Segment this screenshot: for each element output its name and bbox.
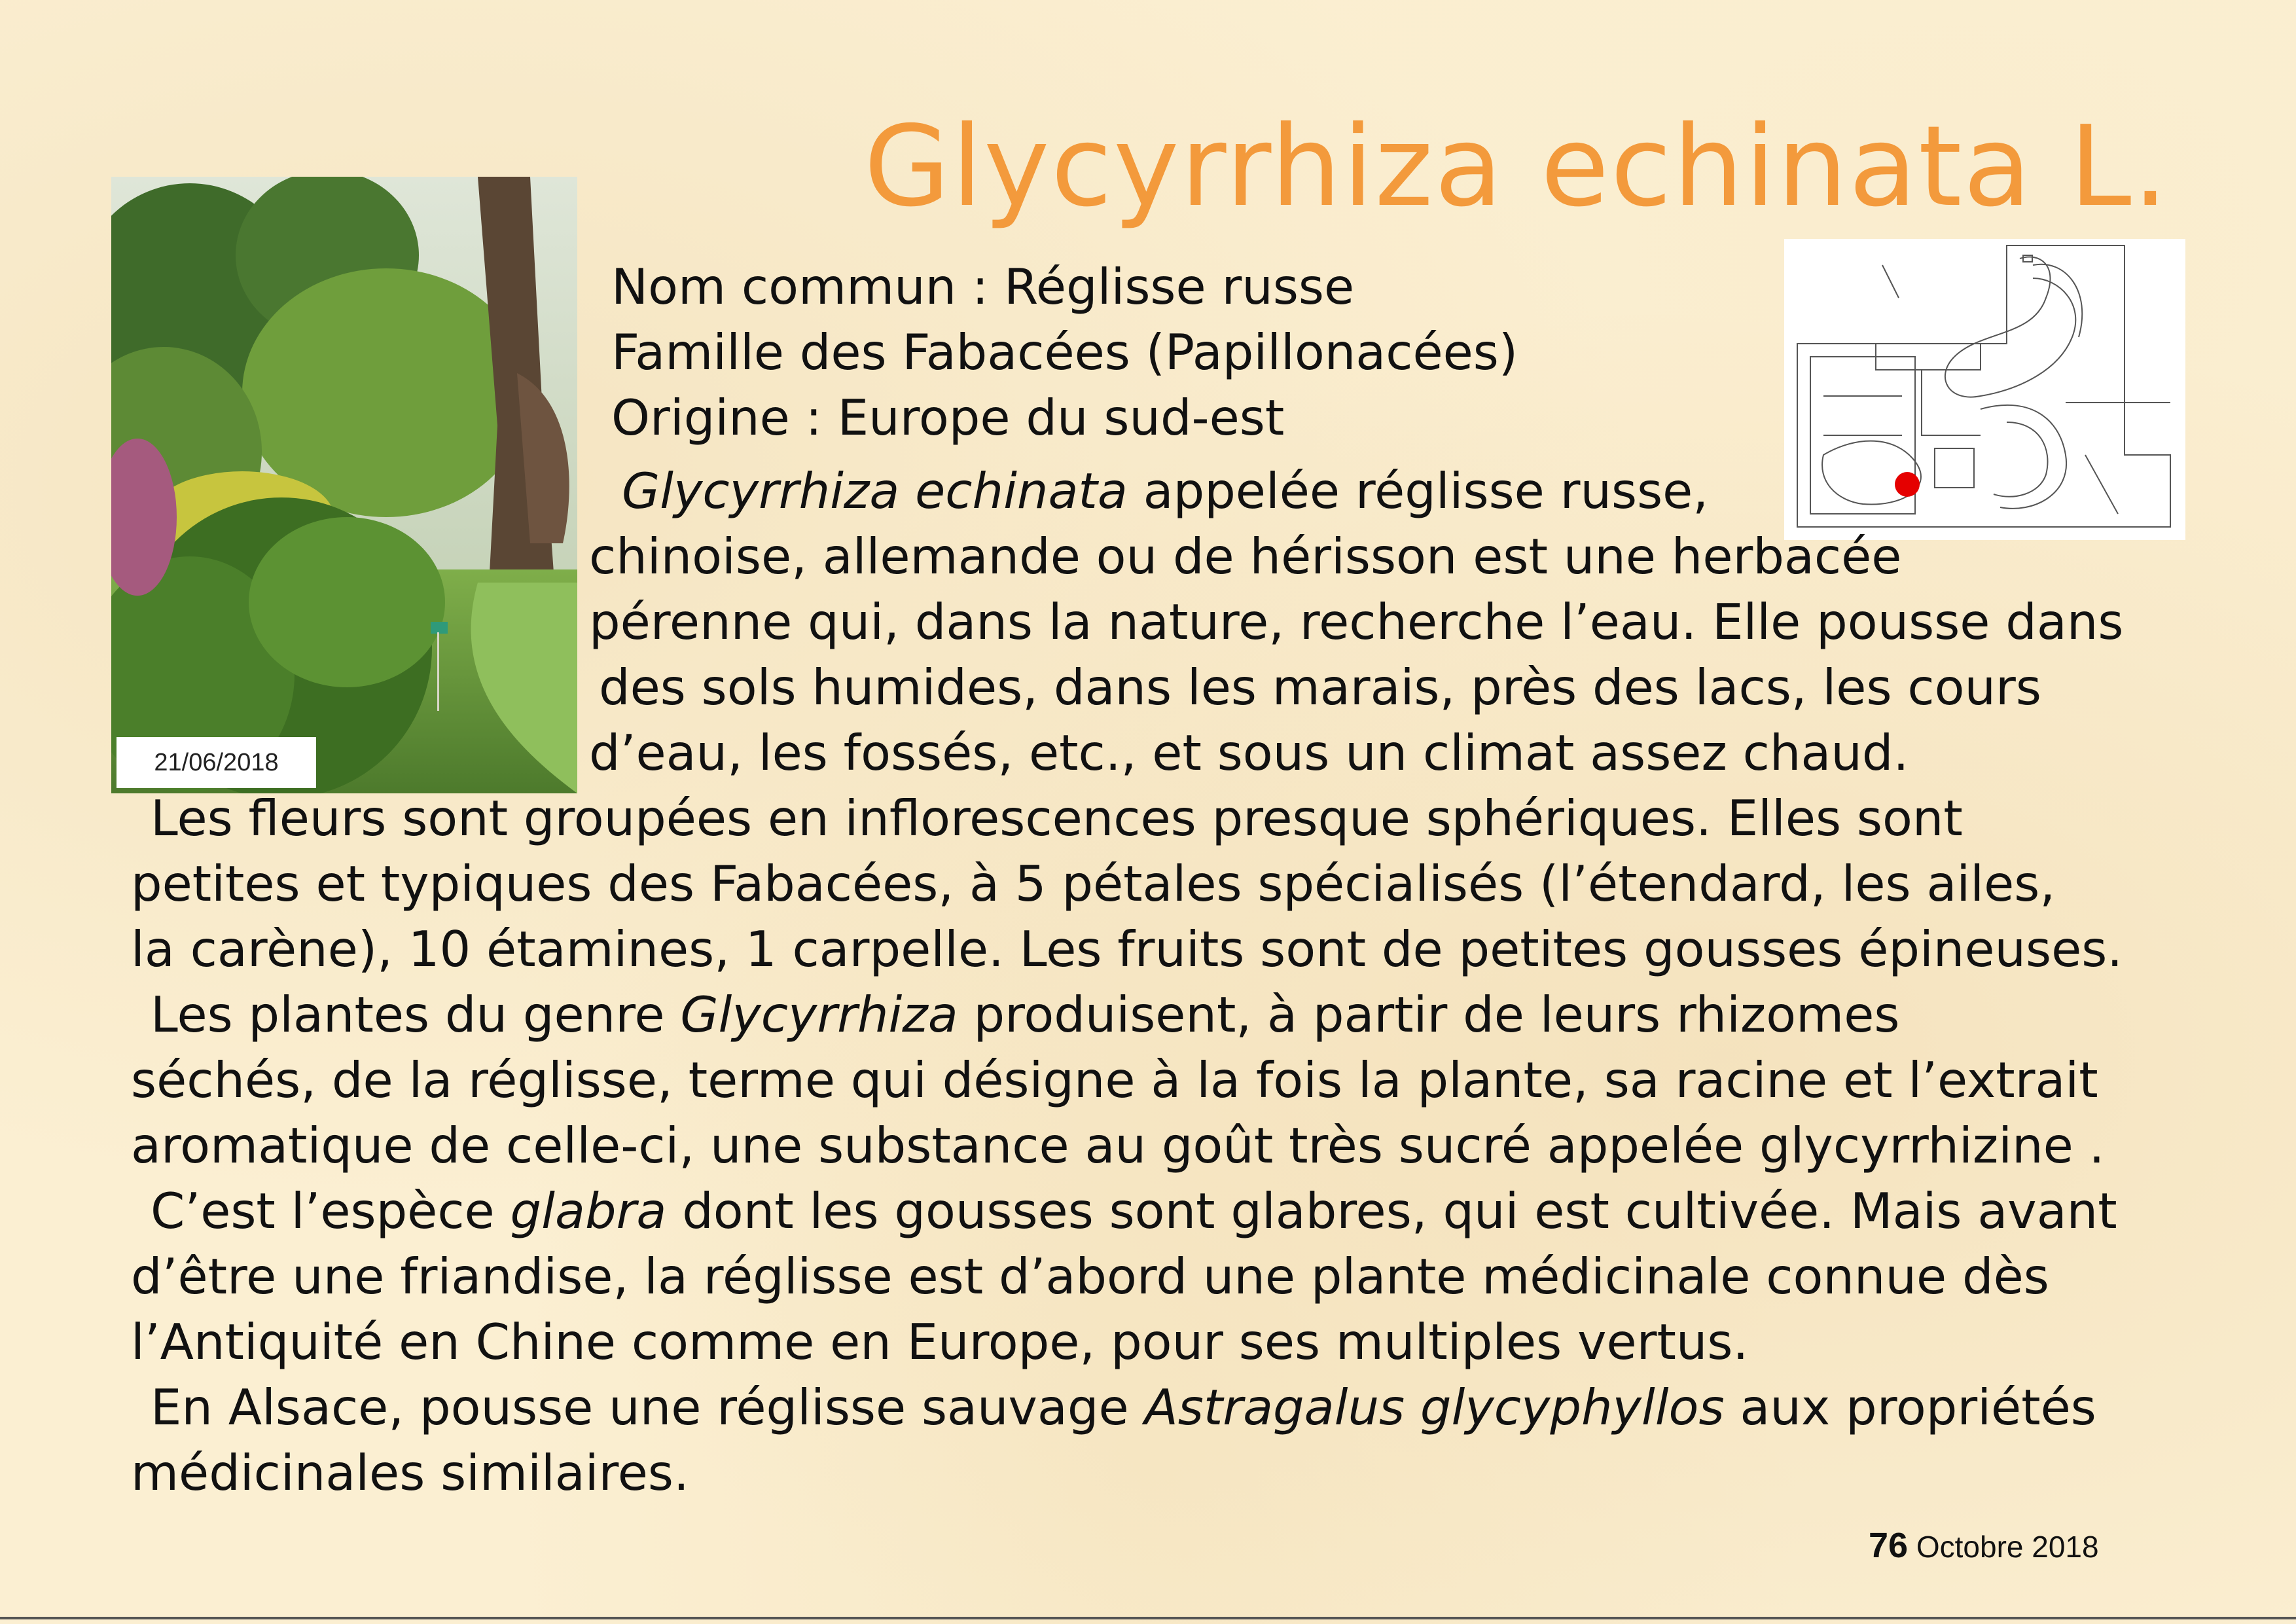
plant-location-marker <box>1895 472 1920 497</box>
photo-date-label: 21/06/2018 <box>117 737 316 788</box>
text-line <box>151 1178 2117 1244</box>
text-line: chinoise, allemande ou de hérisson est une herbacée <box>589 528 1902 585</box>
text-fragment: dont les gousses sont glabres, qui est cultivée. Mais avant <box>666 1182 2117 1240</box>
text-line: d’eau, les fossés, etc., et sous un climat assez chaud. <box>589 724 1909 782</box>
species-epithet: glabra <box>510 1182 667 1240</box>
garden-location-map <box>1784 239 2185 540</box>
page-footer <box>1869 1525 2099 1566</box>
text-line: la carène), 10 étamines, 1 carpelle. Les fruits sont de petites gousses épineuses. <box>131 920 2123 978</box>
plant-photo-image <box>111 177 577 793</box>
garden-map-drawing <box>1784 239 2185 540</box>
plant-photo <box>111 177 577 793</box>
text-fragment: C’est l’espèce <box>151 1182 511 1240</box>
text-line: d’être une friandise, la réglisse est d’abord une plante médicinale connue dès <box>131 1248 2049 1305</box>
text-line: pérenne qui, dans la nature, recherche l’eau. Elle pousse dans <box>589 593 2124 651</box>
text-line <box>622 458 1708 524</box>
family: Famille des Fabacées (Papillonacées) <box>611 323 1518 381</box>
text-fragment: appelée réglisse russe, <box>1127 462 1709 520</box>
plant-info <box>611 254 1518 450</box>
text-line: médicinales similaires. <box>131 1444 689 1502</box>
common-name: Nom commun : Réglisse russe <box>611 258 1355 316</box>
text-fragment: produisent, à partir de leurs rhizomes <box>958 986 1900 1043</box>
text-line <box>151 1375 2096 1440</box>
text-line: aromatique de celle-ci, une substance au goût très sucré appelée glycyrrhizine . <box>131 1117 2105 1174</box>
text-line: séchés, de la réglisse, terme qui désigne à la fois la plante, sa racine et l’extrait <box>131 1051 2098 1109</box>
text-fragment: En Alsace, pousse une réglisse sauvage <box>151 1379 1145 1436</box>
species-name: Astragalus glycyphyllos <box>1144 1379 1725 1436</box>
page-title: Glycyrrhiza echinata L. <box>864 102 2170 232</box>
text-line: des sols humides, dans les marais, près des lacs, les cours <box>599 659 2041 716</box>
species-name: Glycyrrhiza echinata <box>622 462 1128 520</box>
text-line: Les fleurs sont groupées en inflorescences presque sphériques. Elles sont <box>151 789 1963 847</box>
page-number: 76 <box>1869 1526 1909 1565</box>
text-line: l’Antiquité en Chine comme en Europe, pour ses multiples vertus. <box>131 1313 1749 1371</box>
text-fragment: aux propriétés <box>1724 1379 2096 1436</box>
origin: Origine : Europe du sud-est <box>611 389 1285 446</box>
text-fragment: Les plantes du genre <box>151 986 681 1043</box>
footer-date: Octobre 2018 <box>1908 1530 2099 1564</box>
text-line <box>151 982 1899 1047</box>
bottom-divider <box>0 1617 2296 1619</box>
text-line: petites et typiques des Fabacées, à 5 pétales spécialisés (l’étendard, les ailes, <box>131 855 2056 912</box>
genus-name: Glycyrrhiza <box>680 986 958 1043</box>
